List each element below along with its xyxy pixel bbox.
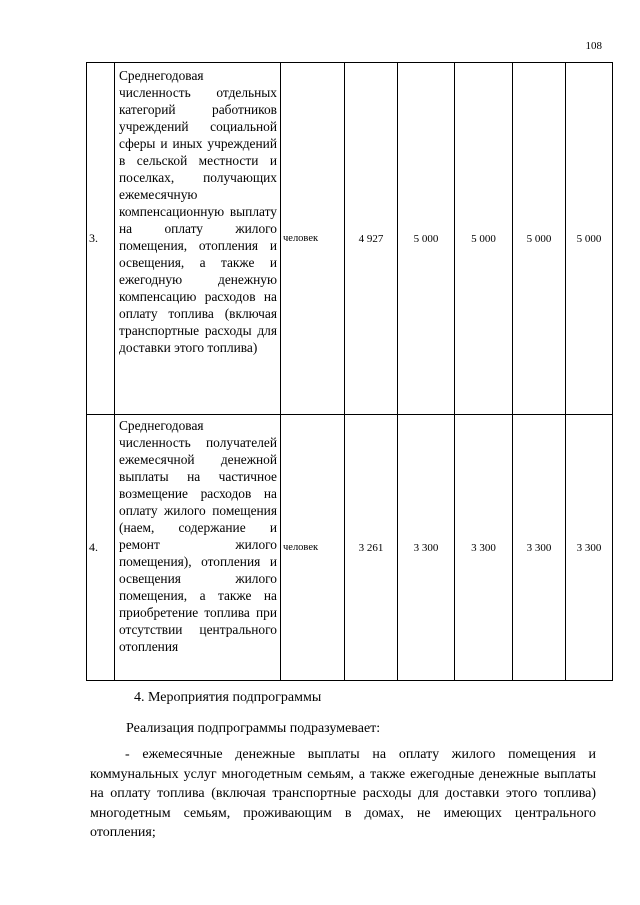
value-cell: 4 927	[345, 63, 398, 415]
intro-paragraph: Реализация подпрограммы подразумевает:	[126, 721, 381, 736]
body-paragraph: - ежемесячные денежные выплаты на оплату жилого помещения и коммунальных услуг многодетным семьям, а также ежегодные денежные выплаты на оплату топлива (включая транспортные расходы для доставки этого топлива) многодетным семьям, проживающим в домах, не имеющих центрального отопления;	[90, 747, 596, 840]
value-cell: 5 000	[398, 63, 455, 415]
table-row	[87, 63, 613, 415]
value-cell: 3 300	[398, 415, 455, 681]
row-number: 4.	[87, 415, 115, 681]
section-heading: 4. Мероприятия подпрограммы	[134, 690, 322, 705]
value-cell: 3 261	[345, 415, 398, 681]
value-cell: 3 300	[455, 415, 513, 681]
table-row	[87, 415, 613, 681]
value-cell: 5 000	[455, 63, 513, 415]
value-cell: 5 000	[566, 63, 613, 415]
page-number: 108	[585, 40, 602, 52]
indicator-description: Среднегодовая численность получателей ежемесячной денежной выплаты на частичное возмещение расходов на оплату жилого помещения (наем, содержание и ремонт жилого помещения), отопления и освещения жилого помещения, а также на приобретение топлива при отсутствии центрального отопления	[115, 415, 281, 681]
value-cell: 5 000	[513, 63, 566, 415]
unit-cell: человек	[281, 63, 345, 415]
unit-cell: человек	[281, 415, 345, 681]
value-cell: 3 300	[513, 415, 566, 681]
indicator-description: Среднегодовая численность отдельных категорий работников учреждений социальной сферы и иных учреждений в сельской местности и поселках, получающих ежемесячную компенсационную выплату на оплату жилого помещения, отопления и освещения, а также и ежегодную денежную компенсацию расходов на оплату топлива (включая транспортные расходы для доставки этого топлива)	[115, 63, 281, 415]
row-number: 3.	[87, 63, 115, 415]
value-cell: 3 300	[566, 415, 613, 681]
indicators-table	[86, 62, 613, 681]
